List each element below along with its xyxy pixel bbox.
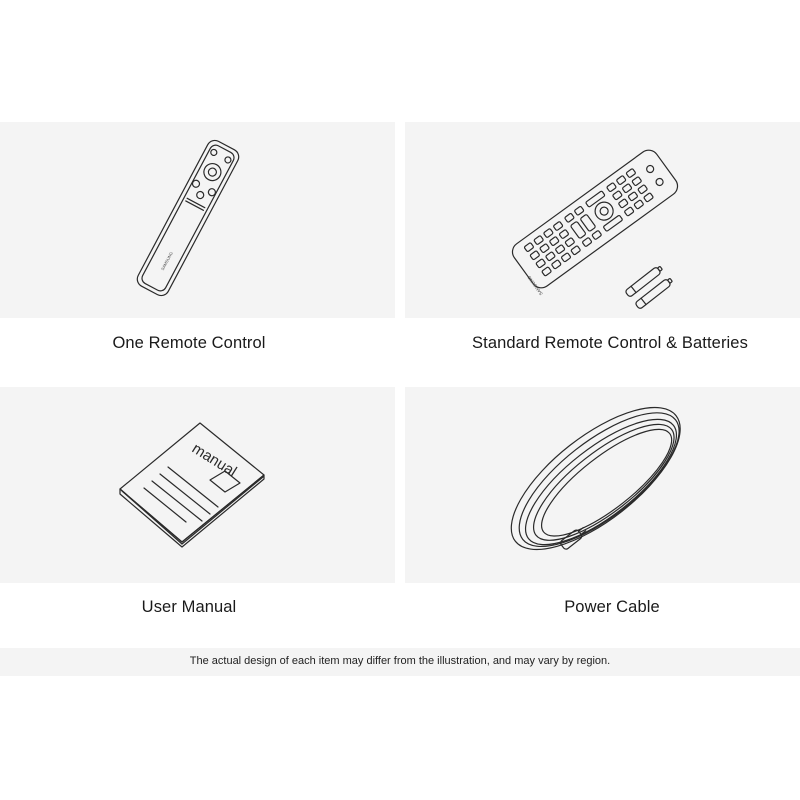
remote-brand-mark: SAMSUNG (526, 274, 544, 297)
item-panel-one-remote (0, 122, 395, 318)
caption-user-manual: User Manual (141, 598, 237, 616)
smart-remote-icon (0, 122, 395, 318)
caption-one-remote: One Remote Control (112, 334, 266, 352)
item-panel-power-cable (405, 387, 800, 583)
coiled-cable-icon (405, 387, 800, 583)
item-panel-standard-remote (405, 122, 800, 318)
manual-cover-title: manual (188, 439, 240, 481)
battery-icon (625, 265, 674, 310)
disclaimer-text: The actual design of each item may differ from the illustration, and may vary by region. (189, 655, 611, 667)
caption-power-cable: Power Cable (564, 598, 660, 616)
manual-booklet-icon (0, 387, 395, 583)
remote-brand-mark: SAMSUNG (159, 250, 174, 272)
caption-standard-remote: Standard Remote Control & Batteries (472, 334, 748, 352)
remote-and-batteries-icon (405, 122, 800, 318)
item-panel-user-manual (0, 387, 395, 583)
